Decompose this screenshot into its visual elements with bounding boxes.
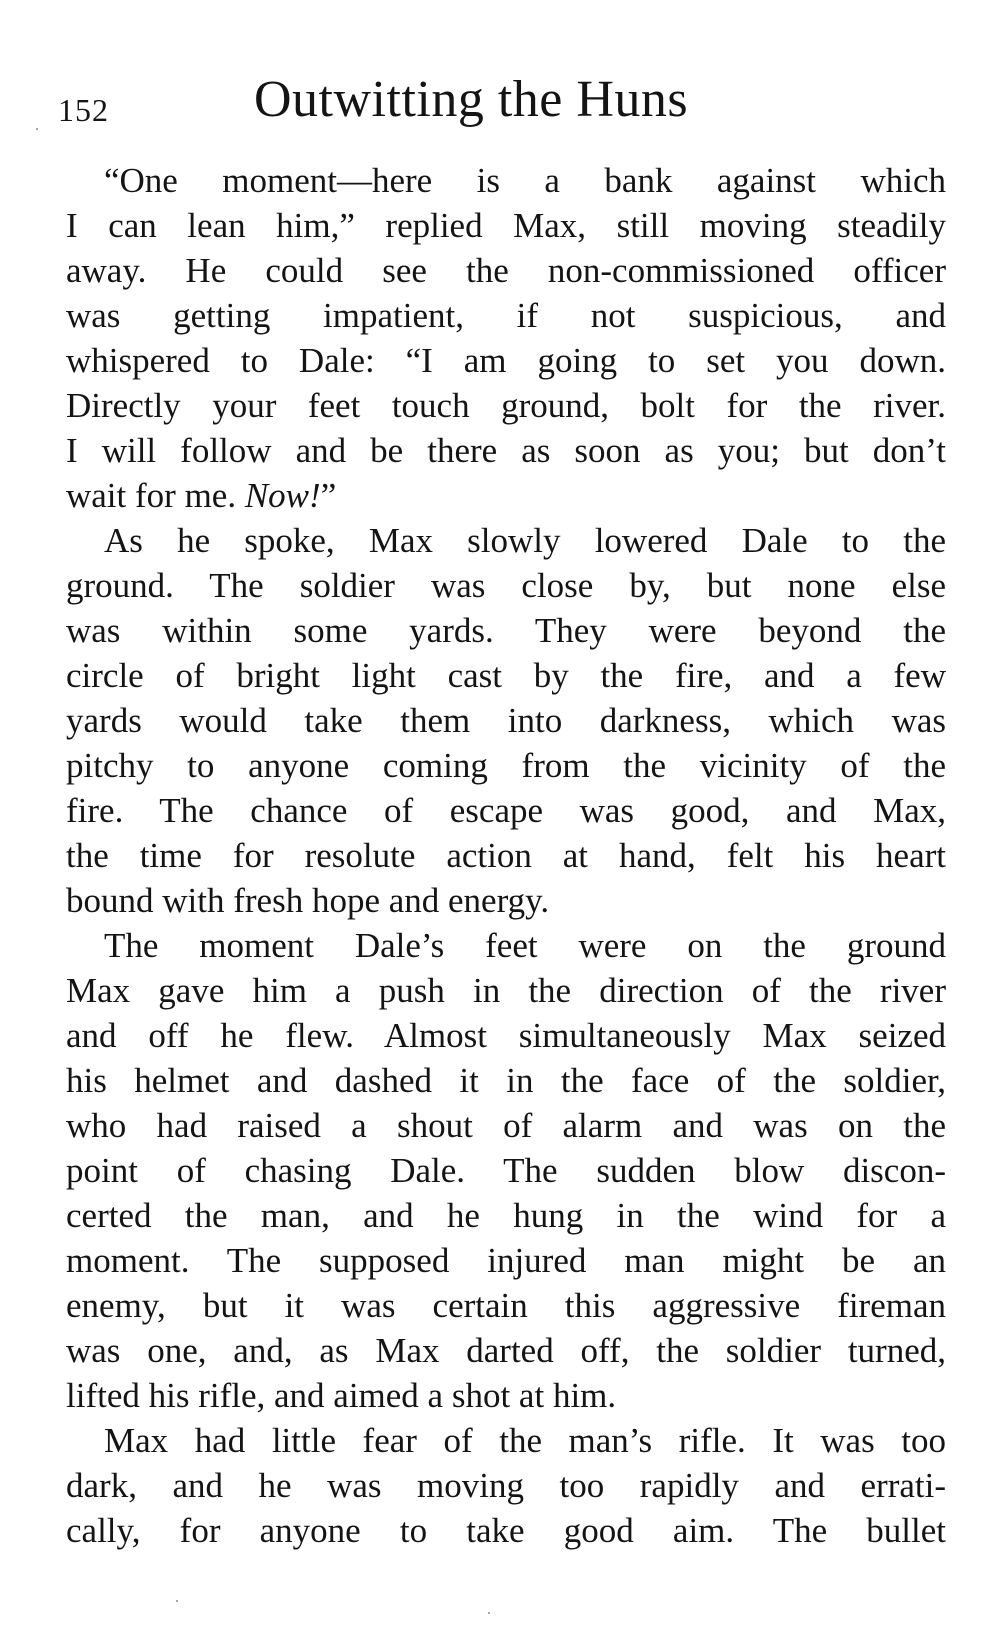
running-title: Outwitting the Huns xyxy=(254,71,689,128)
text-line-last: bound with fresh hope and energy. xyxy=(66,881,550,920)
text-line: was one, and, as Max darted off, the soldier turned, xyxy=(66,1331,946,1370)
text-line: pitchy to anyone coming from the vicinity of the xyxy=(66,746,946,785)
text-line: yards would take them into darkness, which was xyxy=(66,701,946,740)
text-line: dark, and he was moving too rapidly and errati- xyxy=(66,1466,946,1505)
text-line: Directly your feet touch ground, bolt for the river. xyxy=(66,386,946,425)
text-line: ground. The soldier was close by, but none else xyxy=(66,566,946,605)
paragraph-3 xyxy=(66,923,946,1418)
text-line: I can lean him,” replied Max, still moving steadily xyxy=(66,206,946,245)
running-head xyxy=(58,62,948,142)
text-fragment: ” xyxy=(320,476,337,515)
text-line-last: lifted his rifle, and aimed a shot at him. xyxy=(66,1376,617,1415)
text-line: As he spoke, Max slowly lowered Dale to the xyxy=(104,521,946,560)
text-line: Max gave him a push in the direction of the river xyxy=(66,971,946,1010)
text-line: certed the man, and he hung in the wind for a xyxy=(66,1196,946,1235)
text-line: moment. The supposed injured man might be an xyxy=(66,1241,946,1280)
text-line: point of chasing Dale. The sudden blow discon- xyxy=(66,1151,946,1190)
text-line: and off he flew. Almost simultaneously Max seized xyxy=(66,1016,946,1055)
text-line: who had raised a shout of alarm and was on the xyxy=(66,1106,946,1145)
text-line: circle of bright light cast by the fire, and a few xyxy=(66,656,946,695)
text-line: the time for resolute action at hand, felt his heart xyxy=(66,836,946,875)
text-line: enemy, but it was certain this aggressive fireman xyxy=(66,1286,946,1325)
text-line: “One moment—here is a bank against which xyxy=(104,161,946,200)
scan-speck xyxy=(488,1612,490,1614)
paragraph-1 xyxy=(66,158,946,518)
text-line: was within some yards. They were beyond the xyxy=(66,611,946,650)
text-line: fire. The chance of escape was good, and Max, xyxy=(66,791,946,830)
text-line: The moment Dale’s feet were on the ground xyxy=(104,926,946,965)
text-line-last xyxy=(66,473,946,518)
text-line: Max had little fear of the man’s rifle. It was too xyxy=(104,1421,946,1460)
text-line: I will follow and be there as soon as you; but don’t xyxy=(66,431,946,470)
text-line: was getting impatient, if not suspicious, and xyxy=(66,296,946,335)
text-line: cally, for anyone to take good aim. The bullet xyxy=(66,1511,946,1550)
paragraph-4 xyxy=(66,1418,946,1553)
text-line: away. He could see the non-commissioned officer xyxy=(66,251,946,290)
text-line: his helmet and dashed it in the face of the soldier, xyxy=(66,1061,946,1100)
italic-word: Now! xyxy=(244,476,321,515)
paragraph-2 xyxy=(66,518,946,923)
scan-speck xyxy=(176,1600,178,1602)
page-number: 152 xyxy=(58,92,109,128)
text-fragment: wait for me. xyxy=(66,476,245,515)
body-text xyxy=(66,158,946,1553)
text-line: whispered to Dale: “I am going to set you down. xyxy=(66,341,946,380)
scan-speck xyxy=(36,128,38,130)
